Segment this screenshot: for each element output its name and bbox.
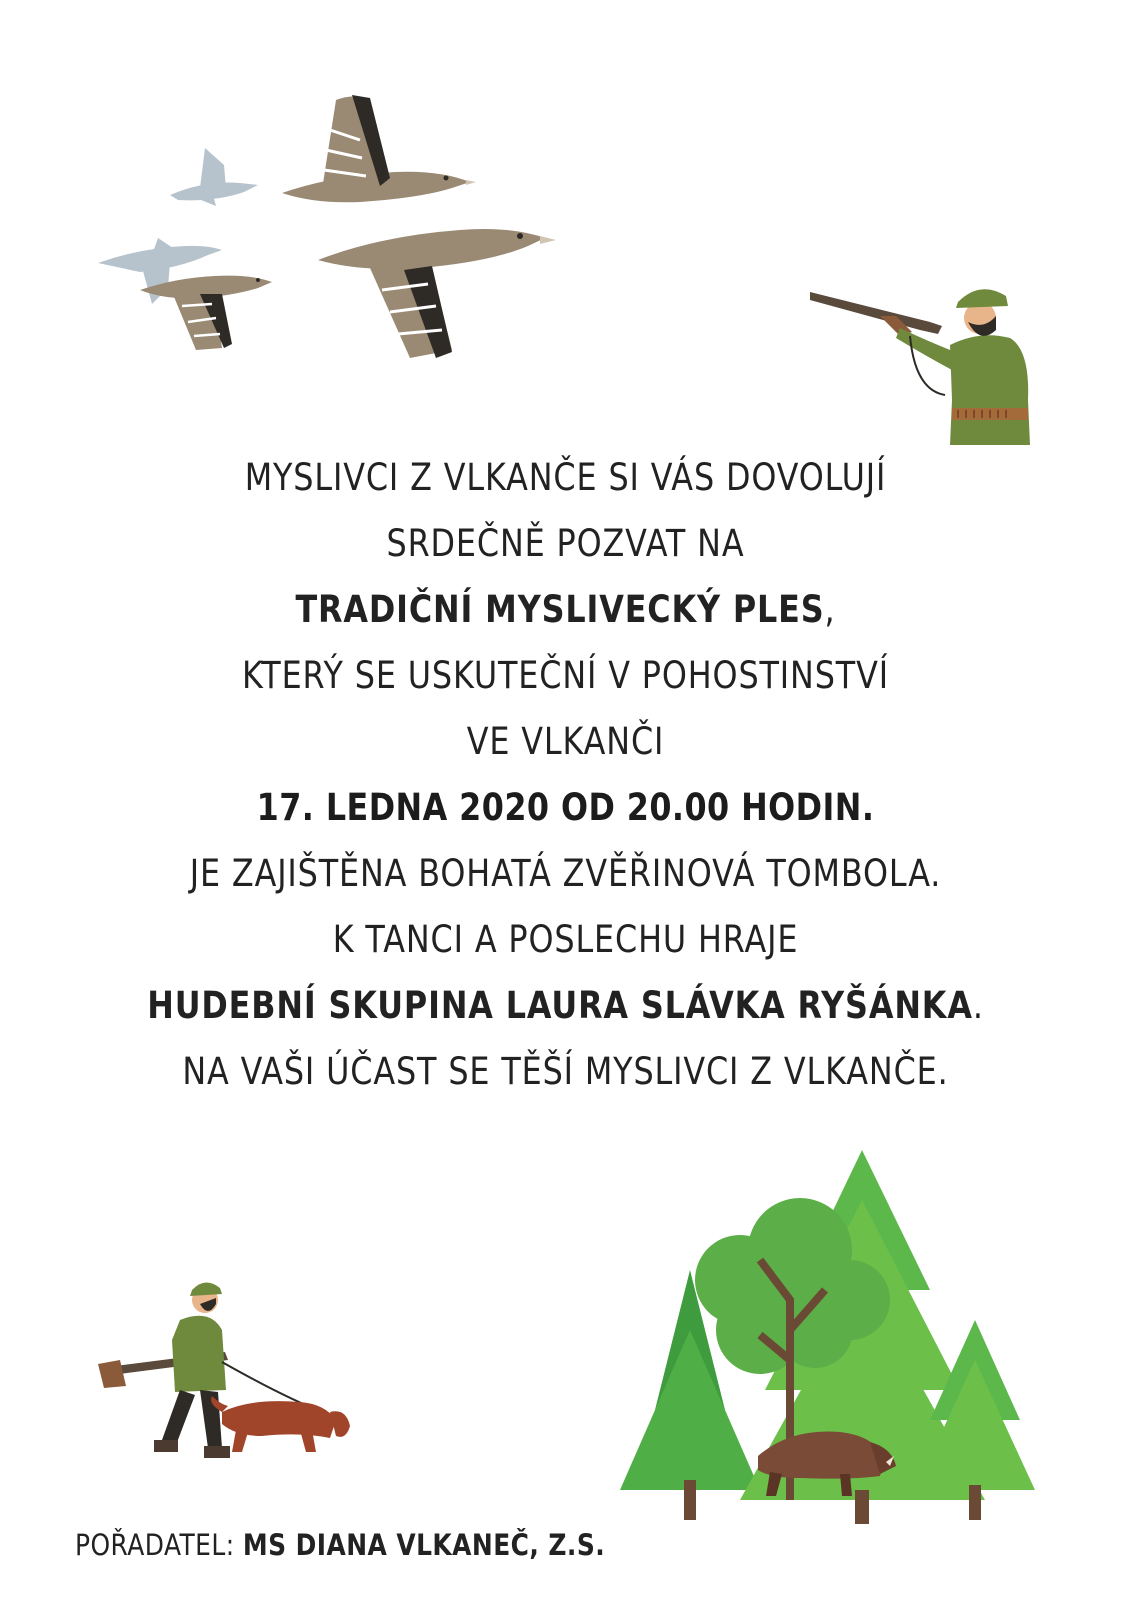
organizer-name: MS DIANA VLKANEČ, Z.S. (242, 1528, 606, 1562)
dog-icon (211, 1396, 350, 1452)
invitation-line-4: KTERÝ SE USKUTEČNÍ V POHOSTINSTVÍ (242, 654, 889, 697)
invitation-text (0, 445, 1131, 1105)
invitation-line-1: MYSLIVCI Z VLKANČE SI VÁS DOVOLUJÍ (244, 456, 887, 499)
brown-goose-icon (282, 95, 476, 202)
organizer-line (75, 1528, 605, 1562)
flying-geese-illustration (98, 95, 556, 358)
hunter-with-dog-illustration (98, 1282, 350, 1458)
brown-goose-icon (140, 276, 272, 350)
brown-goose-icon (318, 229, 556, 358)
invitation-line-8: K TANCI A POSLECHU HRAJE (332, 918, 799, 961)
band-name (79, 973, 1052, 1039)
forest-trees-illustration (620, 1150, 1035, 1524)
invitation-line-10: NA VAŠI ÚČAST SE TĚŠÍ MYSLIVCI Z VLKANČE. (182, 1050, 949, 1093)
organizer-label: POŘADATEL: (75, 1528, 235, 1562)
invitation-line-5: VE VLKANČI (466, 720, 665, 763)
band-name-suffix: . (972, 984, 984, 1027)
event-title (79, 577, 1052, 643)
invitation-line-2: SRDEČNĚ POZVAT NA (386, 522, 745, 565)
grey-goose-icon (170, 148, 258, 206)
event-title-text: TRADIČNÍ MYSLIVECKÝ PLES (295, 588, 825, 631)
band-name-text: HUDEBNÍ SKUPINA LAURA SLÁVKA RYŠÁNKA (147, 984, 973, 1027)
hunter-aiming-rifle-illustration (810, 289, 1030, 445)
event-title-suffix: , (824, 588, 836, 631)
invitation-line-7: JE ZAJIŠTĚNA BOHATÁ ZVĚŘINOVÁ TOMBOLA. (189, 852, 942, 895)
event-date: 17. LEDNA 2020 OD 20.00 HODIN. (256, 786, 875, 829)
